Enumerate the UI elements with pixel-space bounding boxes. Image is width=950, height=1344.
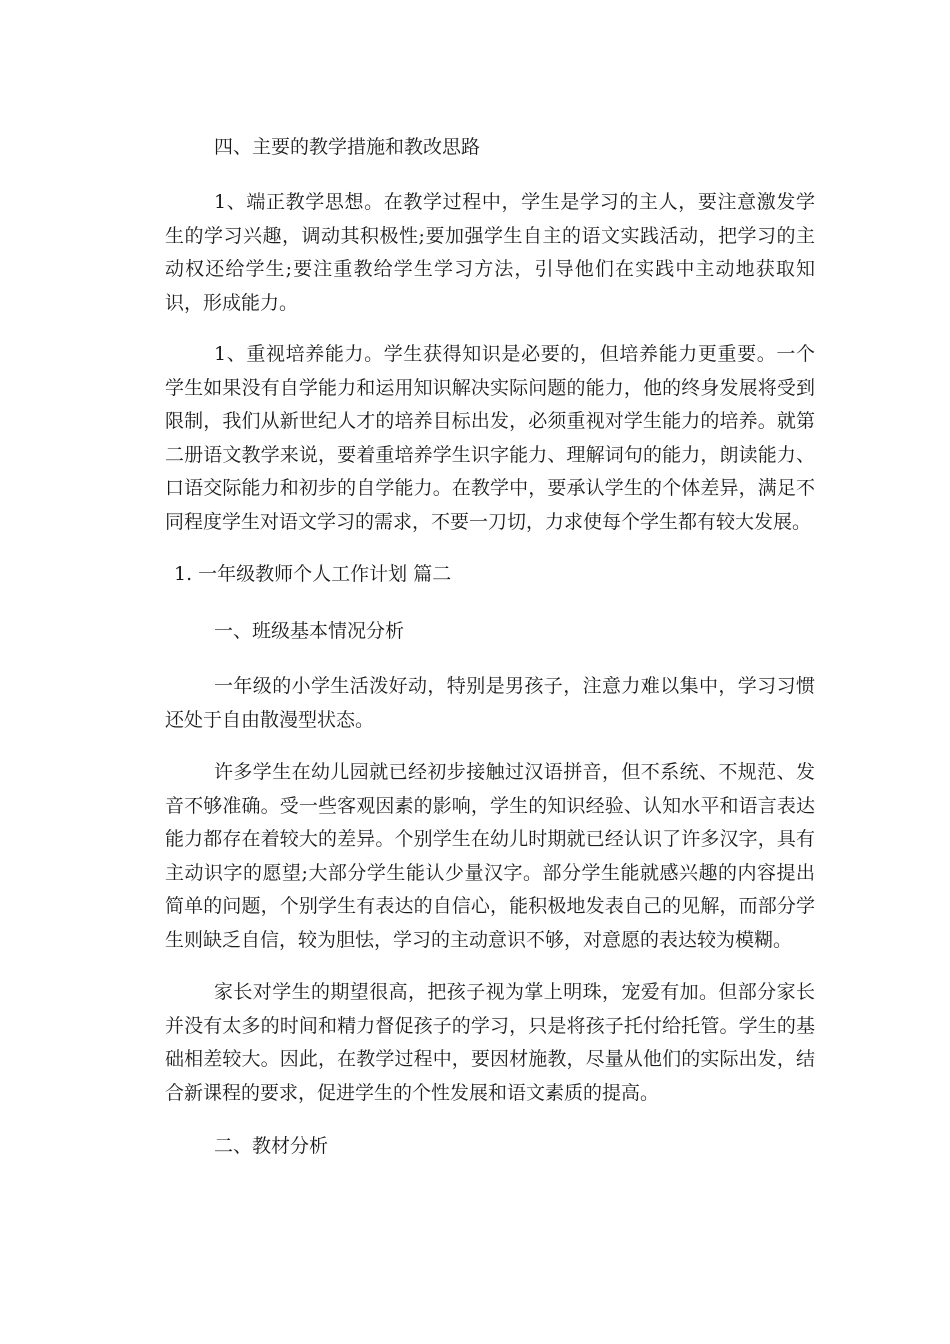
section-two-heading: 二、教材分析: [214, 1135, 329, 1157]
paragraph-class-overview: 一年级的小学生活泼好动，特别是男孩子，注意力难以集中，学习习惯还处于自由散漫型状态。: [165, 675, 815, 731]
paragraph-ability-training: 1、重视培养能力。学生获得知识是必要的，但培养能力更重要。一个学生如果没有自学能力和运用知识解决实际问题的能力，他的终身发展将受到限制，我们从新世纪人才的培养目标出发，必须重视对学生能力的培养。就第二册语文教学来说，要着重培养学生识字能力、理解词句的能力，朗读能力、口语交际能力和初步的自学能力。在教学中，要承认学生的个体差异，满足不同程度学生对语文学习的需求，不要一刀切，力求使每个学生都有较大发展。: [165, 343, 815, 533]
article-two-title: 1. 一年级教师个人工作计划 篇二: [174, 563, 452, 585]
paragraph-student-background: 许多学生在幼儿园就已经初步接触过汉语拼音，但不系统、不规范、发音不够准确。受一些客观因素的影响，学生的知识经验、认知水平和语言表达能力都存在着较大的差异。个别学生在幼儿时期就已经认识了许多汉字，具有主动识字的愿望;大部分学生能认少量汉字。部分学生能就感兴趣的内容提出简单的问题，个别学生有表达的自信心，能积极地发表自己的见解，而部分学生则缺乏自信，较为胆怯，学习的主动意识不够，对意愿的表达较为模糊。: [165, 761, 815, 951]
paragraph-teaching-philosophy: 1、端正教学思想。在教学过程中，学生是学习的主人，要注意激发学生的学习兴趣，调动其积极性;要加强学生自主的语文实践活动，把学习的主动权还给学生;要注重教给学生学习方法，引导他们在实践中主动地获取知识，形成能力。: [165, 191, 815, 314]
section-four-heading: 四、主要的教学措施和教改思路: [214, 136, 481, 158]
paragraph-parent-expectations: 家长对学生的期望很高，把孩子视为掌上明珠，宠爱有加。但部分家长并没有太多的时间和精力督促孩子的学习，只是将孩子托付给托管。学生的基础相差较大。因此，在教学过程中，要因材施教，尽量从他们的实际出发，结合新课程的要求，促进学生的个性发展和语文素质的提高。: [165, 981, 815, 1104]
section-one-heading: 一、班级基本情况分析: [214, 620, 405, 642]
